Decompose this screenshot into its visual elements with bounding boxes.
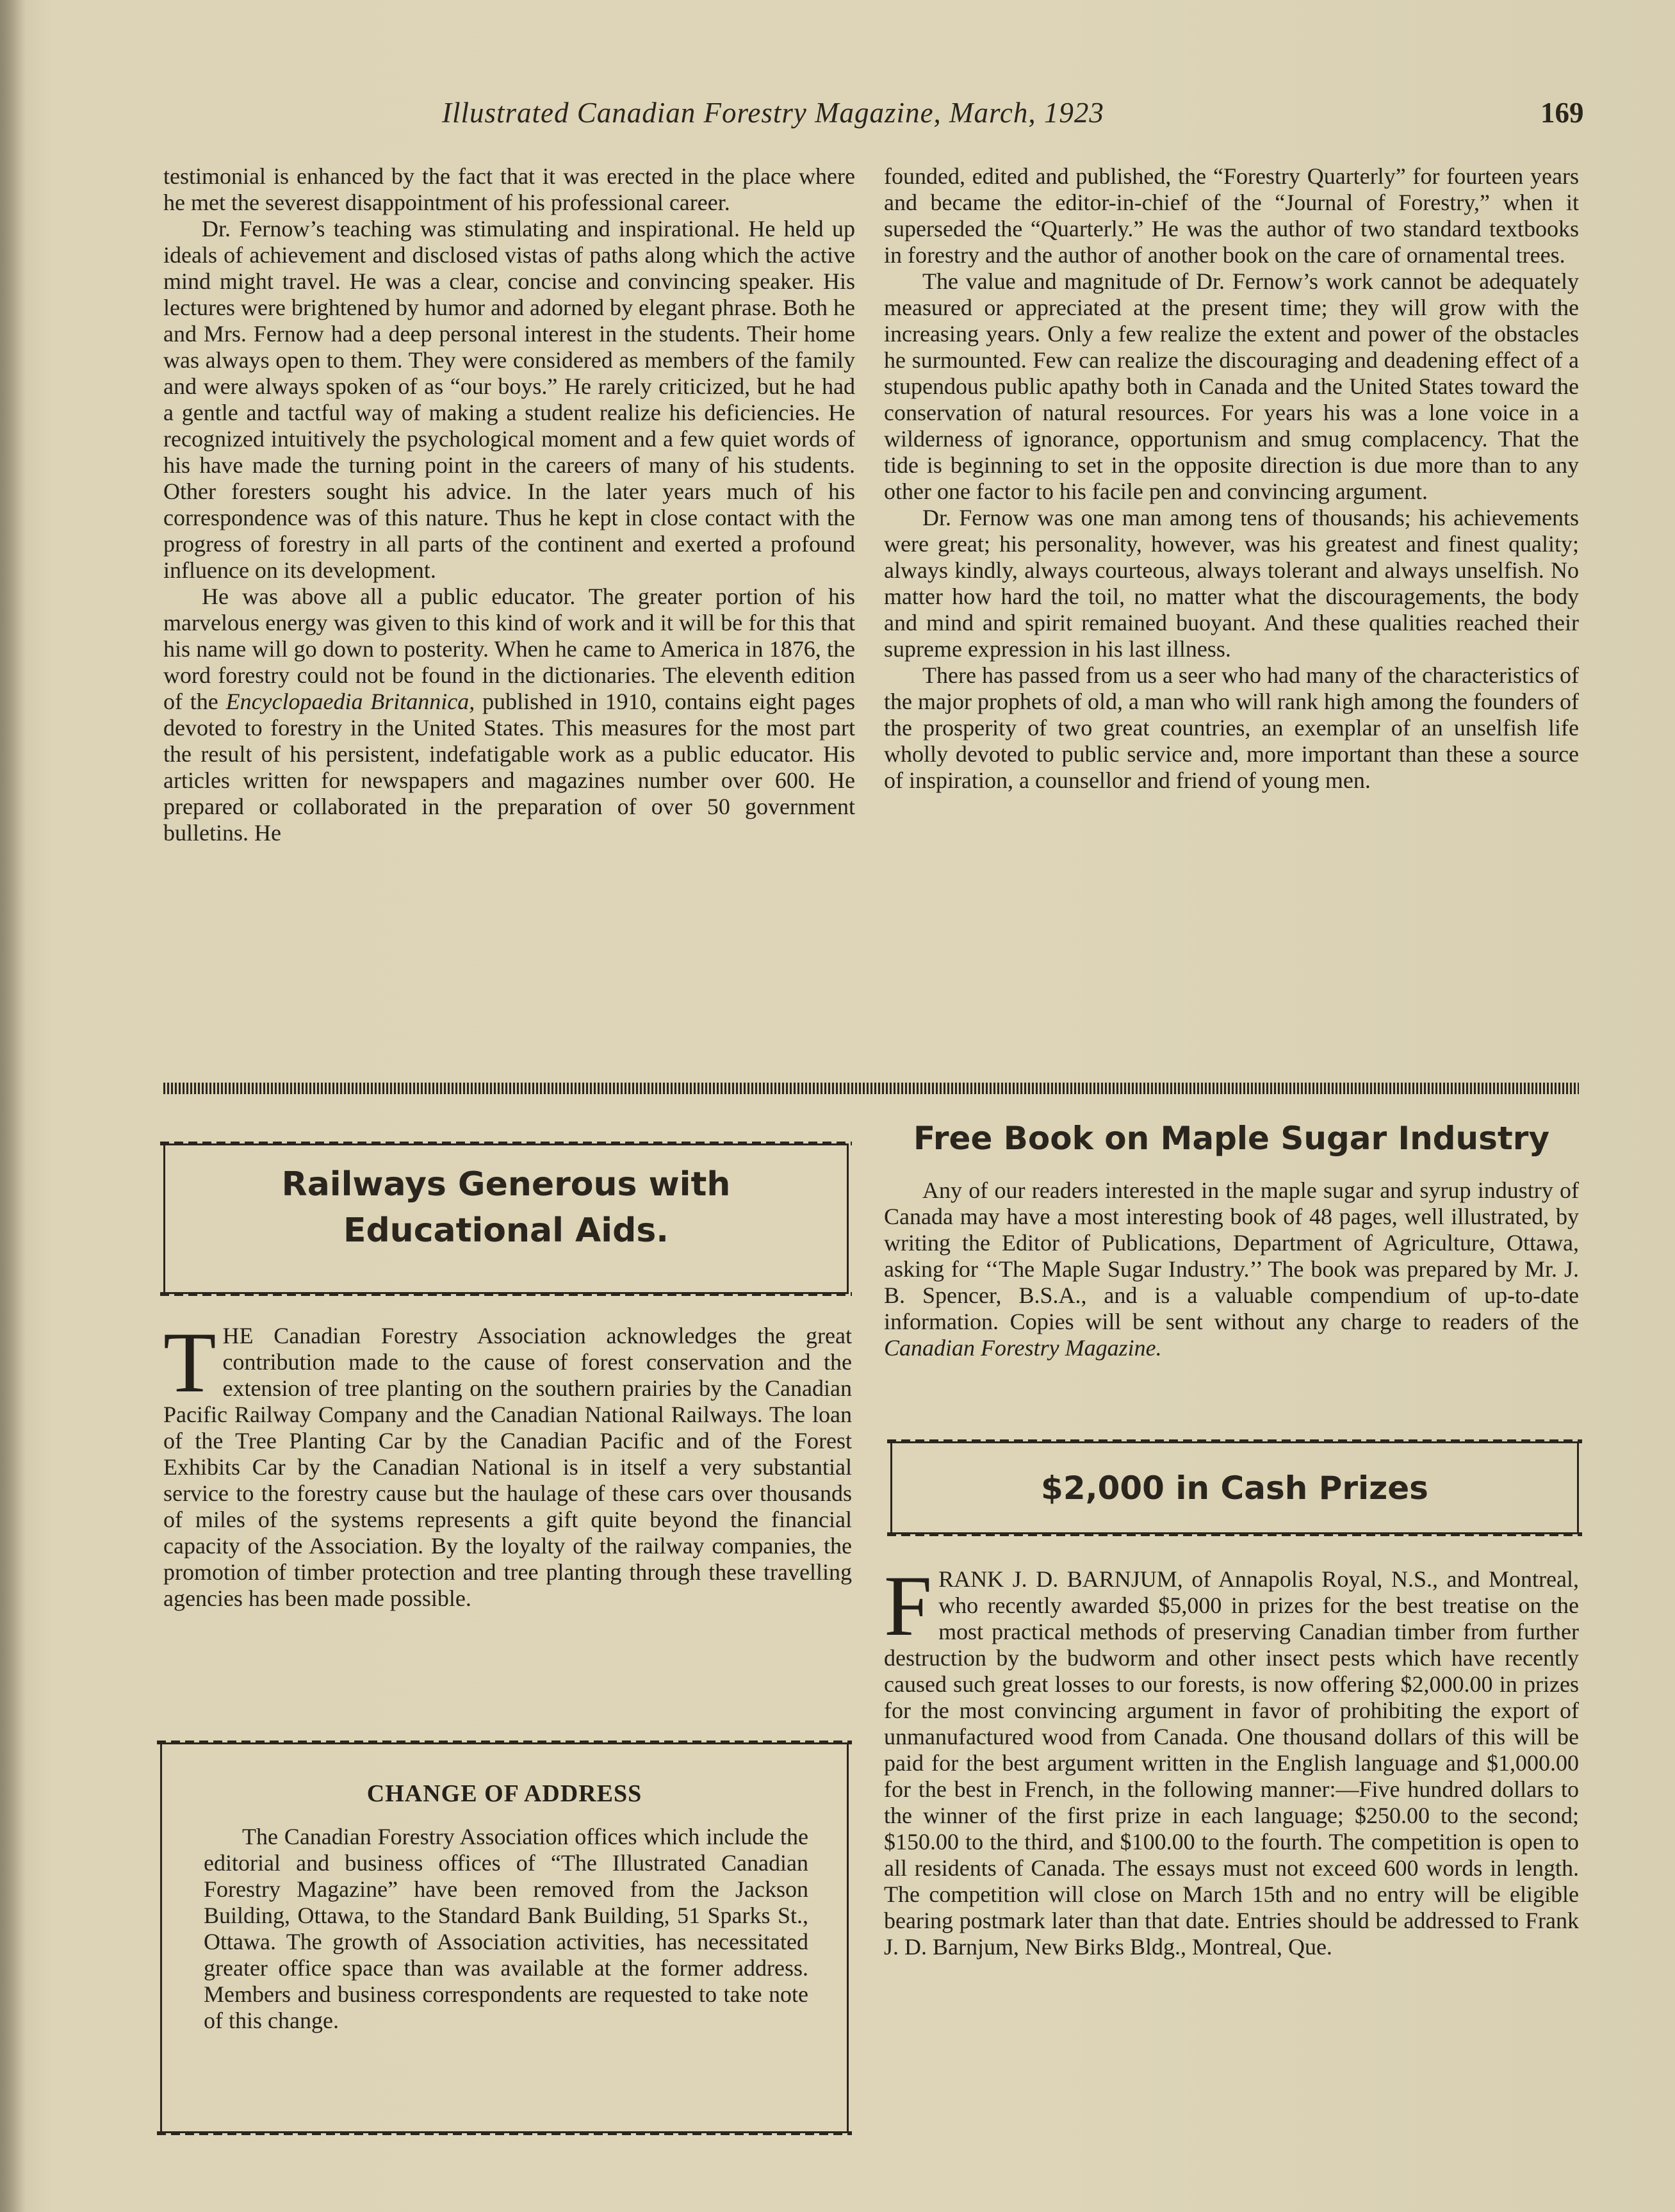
- drop-cap: T: [163, 1315, 217, 1411]
- railways-article-body: [163, 1315, 852, 1612]
- change-of-address-title: CHANGE OF ADDRESS: [366, 1780, 642, 1807]
- paragraph: [884, 1559, 1579, 1960]
- maple-sugar-body: [884, 1177, 1579, 1361]
- section-divider-rule: [163, 1083, 1579, 1094]
- page-number: 169: [1540, 97, 1584, 129]
- paragraph: There has passed from us a seer who had many of the characteristics of the major prophets of old, a man who will rank high among the founders of the prosperity of two great countries, an exemplar of an unselfish life wholly devoted to public service and, more important than these a source of inspiration, a counsellor and friend of young men.: [884, 662, 1579, 793]
- maple-text: Any of our readers interested in the maple sugar and syrup industry of Canada may have a most interesting book of 48 pages, well illustrated, by writing the Editor of Publications, Department of Agriculture, Ottawa, asking for ‘‘The Maple Sugar Industry.’’ The book was prepared by Mr. J. B. Spencer, B.S.A., and is a valuable compendium of up-to-date information. Copies will be sent without any charge to readers of the: [884, 1177, 1579, 1334]
- paragraph: testimonial is enhanced by the fact that it was erected in the place where he met the severest disappointment of his professional career.: [163, 163, 855, 215]
- fernow-article-left-column: [163, 163, 855, 846]
- prizes-text: RANK J. D. BARNJUM, of Annapolis Royal, N.S., and Montreal, who recently awarded $5,000 in prizes for the best treatise on the most practical methods of preserving Canadian timber from further destruction by the budworm and other insect pests which have recently caused such great losses to our forests, is now offering $2,000.00 in prizes for the most convincing argument in favor of prohibiting the export of unmanufactured wood from Canada. One thousand dollars of this will be paid for the best argument written in the English language and $1,000.00 for the best in French, in the following manner:—Five hundred dollars to the winner of the first prize in each language; $250.00 to the second; $150.00 to the third, and $100.00 to the fourth. The competition is open to all residents of Canada. The essays must not exceed 600 words in length. The competition will close on March 15th and no entry will be eligible bearing postmark later than that date. Entries should be addressed to Frank J. D. Barnjum, New Birks Bldg., Montreal, Que.: [884, 1566, 1579, 1960]
- cash-prizes-body: [884, 1559, 1579, 1960]
- paragraph: [163, 1315, 852, 1612]
- paragraph: The Canadian Forestry Association offices which include the editorial and business offices of “The Illustrated Canadian Forestry Magazine” have been removed from the Jackson Building, Ottawa, to the Standard Bank Building, 51 Sparks St., Ottawa. The growth of Association activities, has necessitated greater office space than was available at the former address. Members and business correspondents are requested to take note of this change.: [204, 1824, 808, 2033]
- change-of-address-body: [162, 1808, 847, 2034]
- cash-prizes-title: $2,000 in Cash Prizes: [1041, 1470, 1428, 1507]
- spine-shadow: [0, 0, 26, 2212]
- paragraph: Dr. Fernow was one man among tens of thousands; his achievements were great; his personality, however, was his greatest and finest quality; always kindly, always courteous, always tolerant and always unselfish. No matter how hard the toil, no matter what the discouragements, the body and mind and spirit remained buoyant. And these qualities reached their supreme expression in his last illness.: [884, 505, 1579, 662]
- educator-text-end: published in 1910, contains eight pages devoted to forestry in the United States. This measures for the most part the result of his persistent, indefatigable work as a public educator. His articles written for newspapers and magazines number over 600. He prepared or collaborated in the preparation of over 50 government bulletins. He: [163, 689, 855, 846]
- change-of-address-box: [160, 1742, 849, 2133]
- cash-prizes-title-box: [890, 1441, 1579, 1534]
- railways-title-box: [163, 1143, 849, 1294]
- railways-title: Railways Generous with Educational Aids.: [281, 1165, 731, 1250]
- paragraph: The value and magnitude of Dr. Fernow’s work cannot be adequately measured or appreciated at the present time; they will grow with the increasing years. Only a few realize the extent and power of the obstacles he surmounted. Few can realize the discouraging and deadening effect of a stupendous public apathy both in Canada and the United States toward the conservation of natural resources. For years his was a lone voice in a wilderness of ignorance, opportunism and smug complacency. That the tide is beginning to set in the opposite direction is due more than to any other one factor to his facile pen and convincing argument.: [884, 268, 1579, 504]
- running-head: Illustrated Canadian Forestry Magazine, March, 1923: [442, 97, 1104, 129]
- educator-text-start: He was above all a public educator. The greater portion of his marvelous energy was given to this kind of work and it will be for this that his name will go down to posterity. When he came to America in 1876, the word forestry could not be found in the dictionaries. The eleventh edition of the: [163, 584, 855, 714]
- paragraph: founded, edited and published, the “Forestry Quarterly” for fourteen years and became the editor-in-chief of the “Journal of Forestry,” when it superseded the “Quarterly.” He was the author of two standard textbooks in forestry and the author of another book on the care of ornamental trees.: [884, 163, 1579, 268]
- drop-cap: F: [884, 1559, 933, 1654]
- fernow-article-right-column: [884, 163, 1579, 794]
- encyclopaedia-title: Encyclopaedia Britannica,: [225, 689, 475, 714]
- railways-text: HE Canadian Forestry Association acknowledges the great contribution made to the cause of forest conservation and the extension of tree planting on the southern prairies by the Canadian Pacific Railway Company and the Canadian National Railways. The loan of the Tree Planting Car by the Canadian Pacific and of the Forest Exhibits Car by the Canadian National is in itself a very substantial service to the forestry cause but the haulage of these cars over thousands of miles of the systems represents a gift quite beyond the financial capacity of the Association. By the loyalty of the railway companies, the promotion of timber protection and tree planting through these travelling agencies has been made possible.: [163, 1323, 852, 1611]
- paragraph-educator: [163, 584, 855, 846]
- maple-sugar-heading: Free Book on Maple Sugar Industry: [913, 1120, 1550, 1157]
- paragraph: Dr. Fernow’s teaching was stimulating and inspirational. He held up ideals of achievement and disclosed vistas of paths along which the active mind might travel. He was a clear, concise and convincing speaker. His lectures were brightened by humor and adorned by elegant phrase. Both he and Mrs. Fernow had a deep personal interest in the students. Their home was always open to them. They were considered as members of the family and were always spoken of as “our boys.” He rarely criticized, but he had a gentle and tactful way of making a student realize his deficiencies. He recognized intuitively the psychological moment and a few quiet words of his have made the turning point in the careers of many of his students. Other foresters sought his advice. In the later years much of his correspondence was of this nature. Thus he kept in close contact with the progress of forestry in all parts of the continent and exerted a profound influence on its development.: [163, 216, 855, 583]
- paragraph: [884, 1177, 1579, 1361]
- magazine-name: Canadian Forestry Magazine.: [884, 1335, 1162, 1361]
